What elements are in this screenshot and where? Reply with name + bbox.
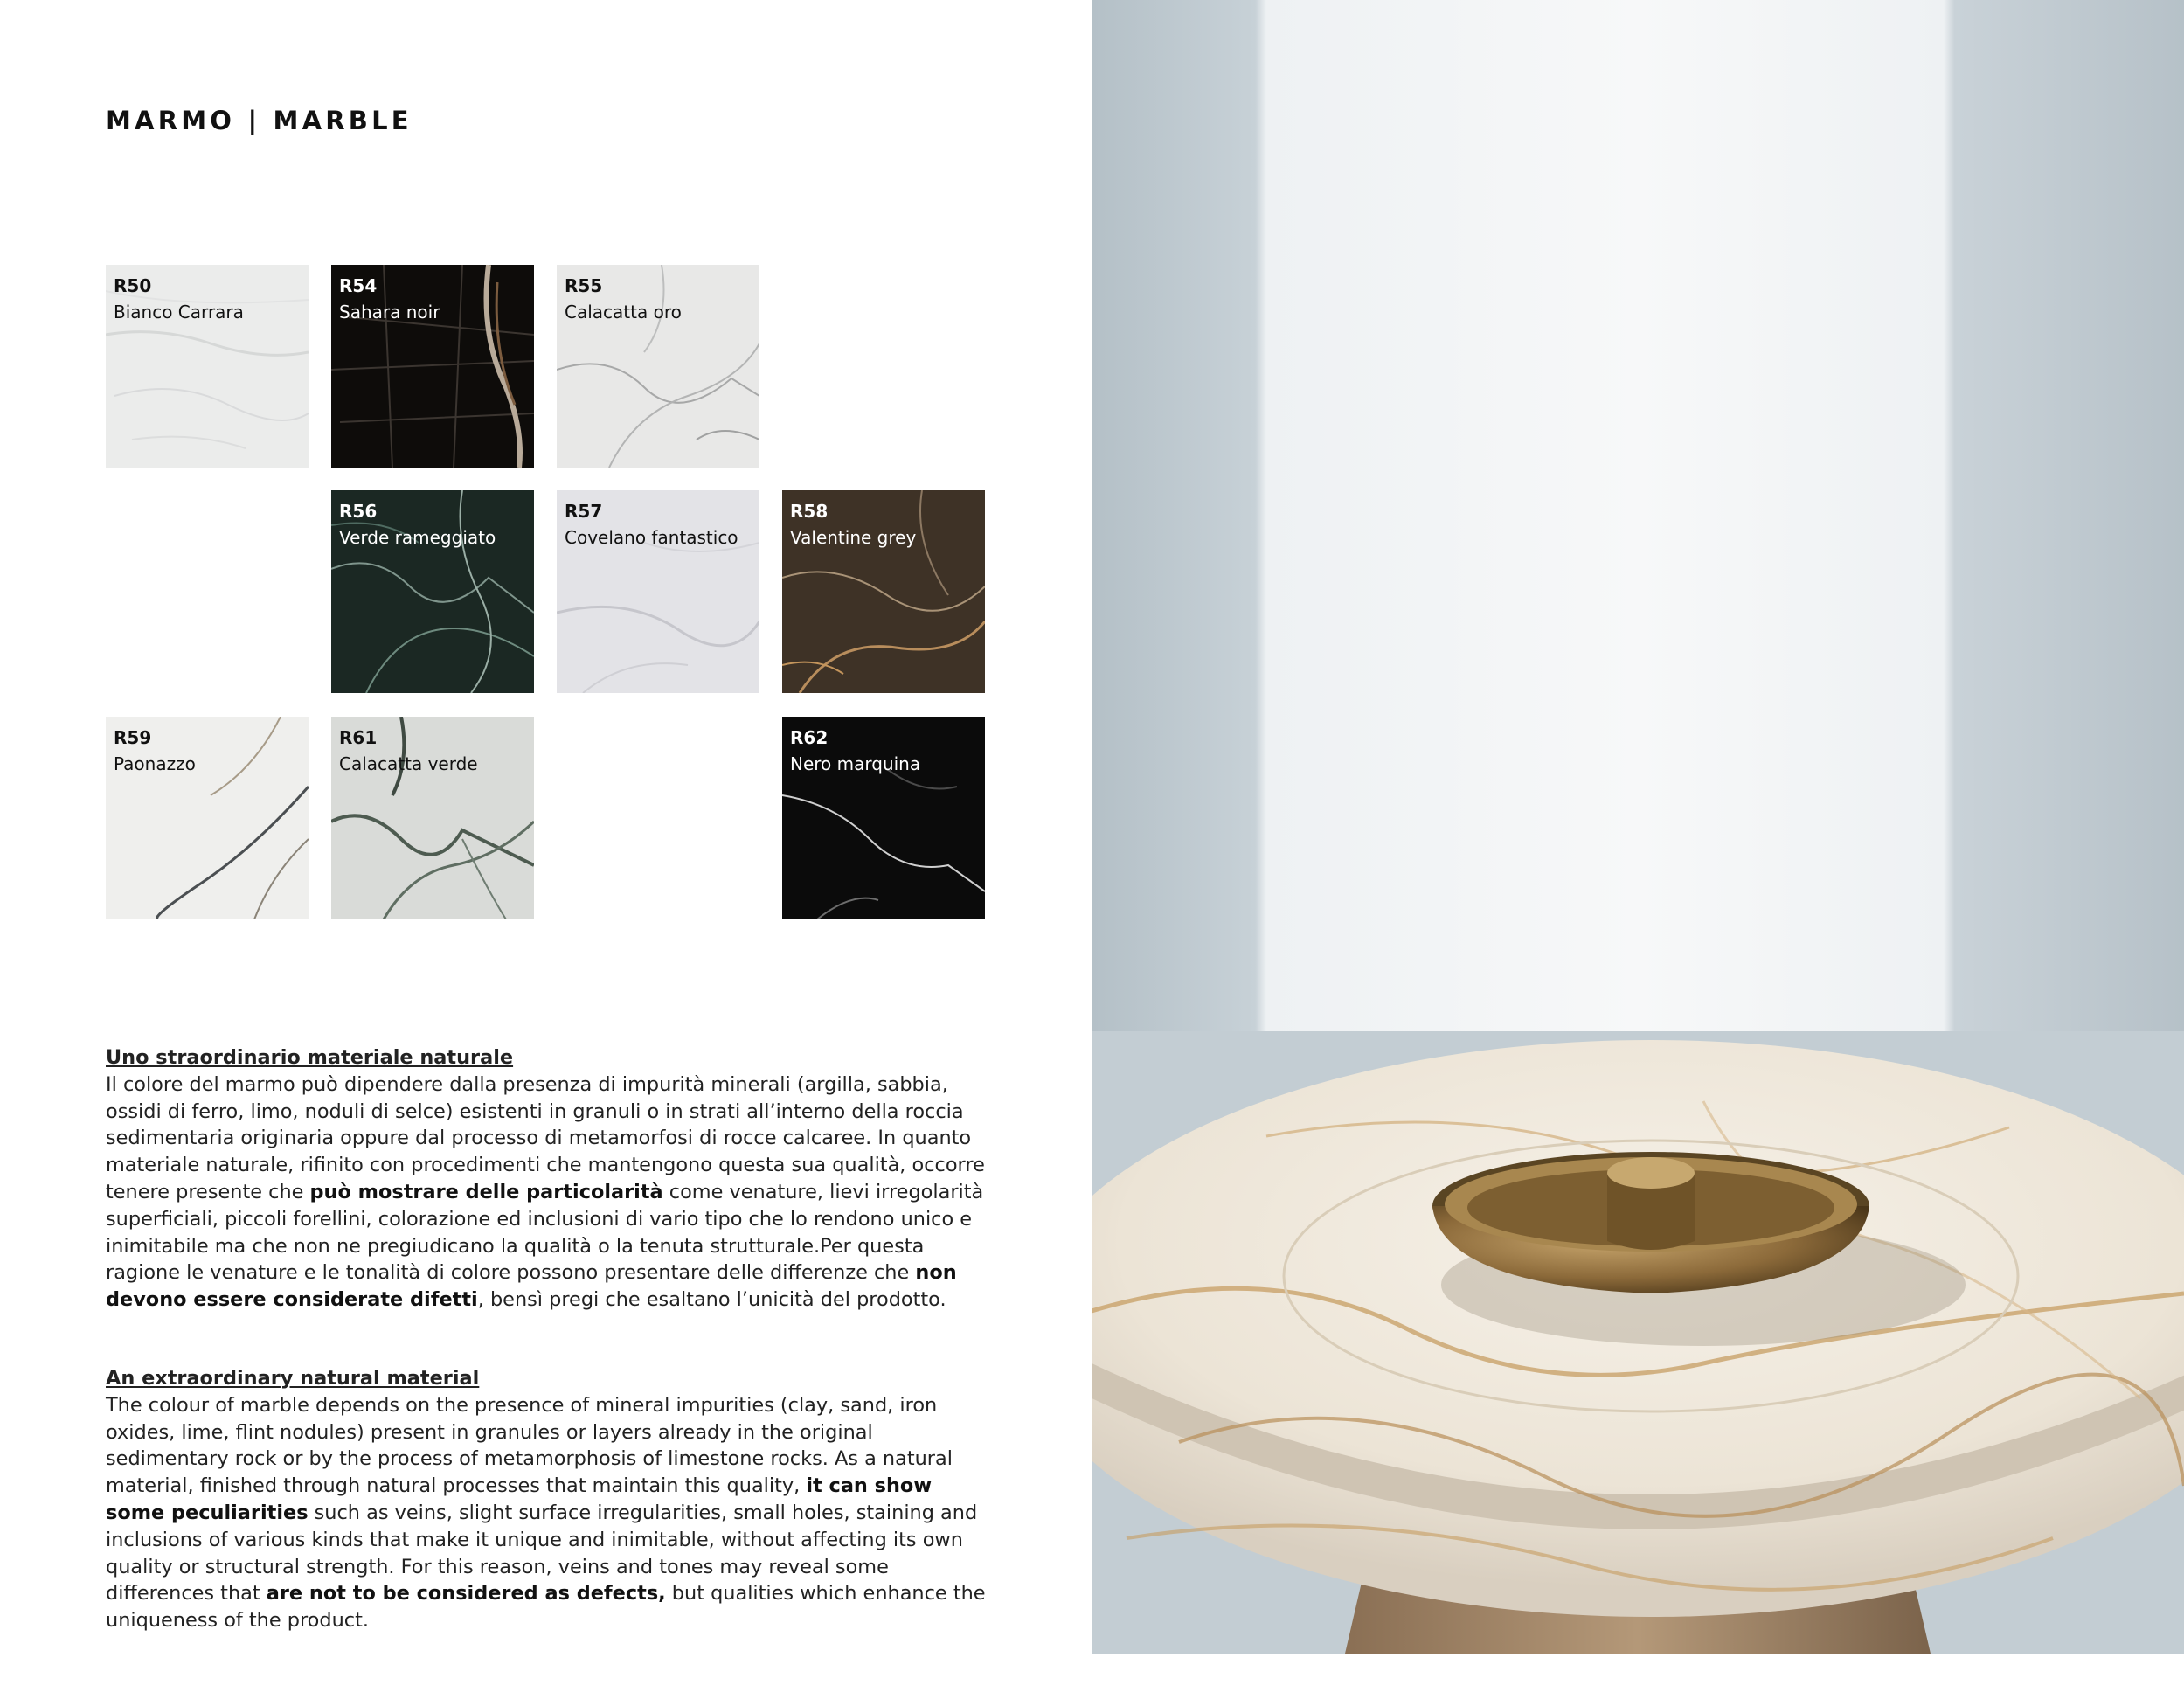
page-title: MARMO | MARBLE	[106, 106, 413, 135]
swatch-name: Covelano fantastico	[565, 527, 738, 548]
swatch-name: Verde rameggiato	[339, 527, 496, 548]
italian-text-3: , bensì pregi che esaltano l’unicità del prodotto.	[477, 1288, 946, 1312]
swatch-r62[interactable]	[782, 717, 985, 919]
swatch-r57[interactable]	[557, 490, 759, 693]
swatch-name: Nero marquina	[790, 753, 921, 774]
swatch-name: Bianco Carrara	[114, 302, 244, 322]
swatch-code: R56	[339, 501, 378, 522]
english-text-3: but qualities which enhance the uniqueness of the product.	[106, 1582, 986, 1633]
swatch-code: R58	[790, 501, 829, 522]
italian-text-2: come venature, lievi irregolarità superficiali, piccoli forellini, colorazione ed inclusioni di vario tipo che lo rendono unico e inimitabile ma che non ne pregiudicano la qualità o la tenuta strutturale.Per questa ragione le venature e le tonalità di colore possono presentare delle differenze che	[106, 1180, 984, 1285]
italian-bold-2: non devono essere considerate difetti	[106, 1261, 957, 1312]
swatch-code: R55	[565, 275, 603, 296]
swatch-r61[interactable]	[331, 717, 534, 919]
italian-paragraph	[106, 1071, 988, 1314]
swatch-code: R59	[114, 727, 152, 748]
english-paragraph	[106, 1392, 988, 1634]
english-heading: An extraordinary natural material	[106, 1367, 480, 1390]
english-bold-1: it can show some peculiarities	[106, 1474, 933, 1524]
italian-text-block	[106, 1044, 988, 1314]
swatch-name: Valentine grey	[790, 527, 917, 548]
marble-table-illustration	[1092, 0, 2184, 1654]
swatch-code: R57	[565, 501, 603, 522]
swatch-name: Calacatta verde	[339, 753, 478, 774]
swatch-r55[interactable]	[557, 265, 759, 468]
swatch-r58[interactable]	[782, 490, 985, 693]
swatch-r54[interactable]	[331, 265, 534, 468]
english-text-block	[106, 1365, 988, 1634]
swatch-code: R50	[114, 275, 152, 296]
english-text-1: The colour of marble depends on the presence of mineral impurities (clay, sand, iron oxides, lime, flint nodules) present in granules or layers already in the original sedimentary rock or by the process of metamorphosis of limestone rocks. As a natural material, finished through natural processes that maintain this quality,	[106, 1393, 953, 1498]
italian-text-1: Il colore del marmo può dipendere dalla presenza di impurità minerali (argilla, sabbia, ossidi di ferro, limo, noduli di selce) esistenti in granuli o in strati all’interno della roccia sedimentaria originaria oppure dal processo di metamorfosi di rocce calcaree. In quanto materiale naturale, rifinito con procedimenti che mantengono questa sua qualità, occorre tenere presente che	[106, 1072, 985, 1203]
swatch-code: R61	[339, 727, 378, 748]
marble-table-photo	[1092, 0, 2184, 1654]
swatch-code: R62	[790, 727, 829, 748]
swatch-r59[interactable]	[106, 717, 309, 919]
italian-heading: Uno straordinario materiale naturale	[106, 1046, 514, 1069]
swatch-name: Calacatta oro	[565, 302, 682, 322]
swatch-r56[interactable]	[331, 490, 534, 693]
swatch-r50[interactable]	[106, 265, 309, 468]
swatch-name: Sahara noir	[339, 302, 440, 322]
swatch-name: Paonazzo	[114, 753, 196, 774]
english-bold-2: are not to be considered as defects,	[266, 1582, 666, 1605]
swatch-code: R54	[339, 275, 378, 296]
italian-bold-1: può mostrare delle particolarità	[309, 1180, 663, 1203]
english-text-2: such as veins, slight surface irregularities, small holes, staining and inclusions of various kinds that make it unique and inimitable, without affecting its own quality or structural strength. For this reason, veins and tones may reveal some differences that	[106, 1501, 978, 1605]
